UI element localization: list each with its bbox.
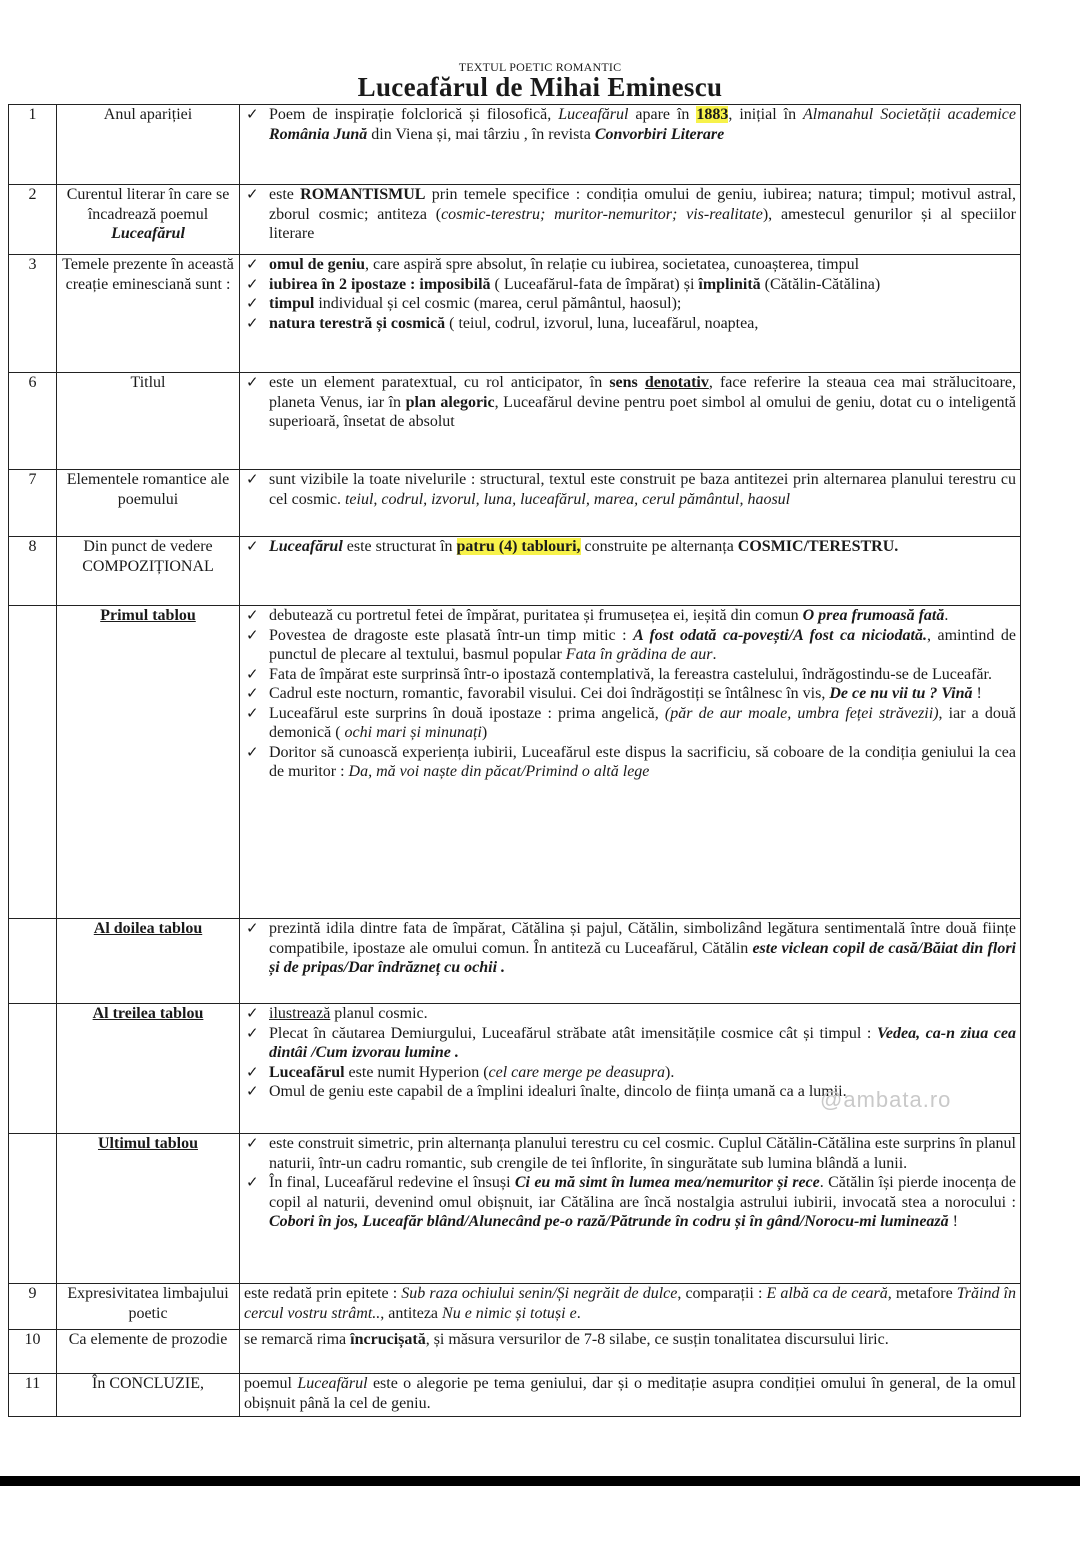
text-segment: timpul bbox=[269, 295, 315, 312]
row-content bbox=[240, 1284, 1021, 1330]
text-segment: , care aspiră spre absolut, în relație cu iubirea, societatea, cunoașterea, timpul bbox=[365, 256, 860, 273]
text-segment: Nu e nimic și totuși e bbox=[442, 1304, 577, 1322]
checkmark-icon: ✓ bbox=[246, 255, 259, 273]
text-segment: Luceafărul este surprins în două ipostaze : prima angelică, bbox=[269, 704, 665, 722]
text-segment: este redată prin epitete : bbox=[244, 1285, 402, 1302]
row-content bbox=[240, 919, 1021, 1004]
table-row bbox=[9, 537, 1021, 606]
row-number: 9 bbox=[9, 1284, 57, 1330]
section-label bbox=[57, 919, 240, 1004]
checkmark-icon: ✓ bbox=[246, 313, 259, 332]
text-segment: Cadrul este nocturn, romantic, favorabil visului. Cei doi îndrăgostiți se întâlnesc în vis, bbox=[269, 685, 830, 702]
text-segment: A fost odată ca-povești/A fost ca niciodată. bbox=[633, 626, 927, 644]
table-row bbox=[9, 470, 1021, 537]
text-segment: În final, Luceafărul redevine el însuși bbox=[269, 1174, 515, 1191]
bullet-item bbox=[244, 665, 1016, 685]
watermark: @ambata.ro bbox=[820, 1087, 952, 1112]
text-segment: patru (4) tablouri, bbox=[456, 538, 581, 555]
row-label-text: Anul apariției bbox=[103, 106, 193, 123]
text-segment: natura terestră și cosmică bbox=[269, 314, 446, 332]
checkmark-icon: ✓ bbox=[246, 625, 259, 644]
row-label bbox=[57, 537, 240, 606]
row-label-text: Din punct de vedere COMPOZIȚIONAL bbox=[82, 538, 214, 575]
bullet-item bbox=[244, 1024, 1016, 1063]
checkmark-icon: ✓ bbox=[246, 1004, 259, 1022]
text-segment: este construit simetric, prin alternanța planului terestru cu cel cosmic. Cuplul Cătălin-Cătălina este surprins în planul naturii, într-un cadru romantic, sub crengile de tei înflorite, în singurătate sub lumina blândă a lunii. bbox=[269, 1135, 1016, 1172]
text-segment: se remarcă rima bbox=[244, 1331, 351, 1348]
text-segment: ) bbox=[481, 724, 488, 741]
table-row bbox=[9, 105, 1021, 185]
text-segment: ( Luceafărul-fata de împărat) și bbox=[490, 275, 699, 293]
row-number: 3 bbox=[9, 255, 57, 373]
text-segment: este structurat în bbox=[342, 538, 457, 555]
row-label-text: Curentul literar în care se încadrează poemul bbox=[66, 186, 230, 223]
checkmark-icon: ✓ bbox=[246, 1173, 259, 1191]
table-row bbox=[9, 1004, 1021, 1134]
text-segment: Vedea, ca-n ziua cea dintâi /Cum izvorau lumine . bbox=[269, 1024, 1016, 1061]
bullet-item bbox=[244, 1004, 1016, 1024]
section-label bbox=[57, 1134, 240, 1284]
row-content bbox=[240, 255, 1021, 373]
table-row bbox=[9, 1330, 1021, 1374]
text-segment: ), amestecul genurilor și al speciilor literare bbox=[269, 205, 1017, 242]
row-label bbox=[57, 185, 240, 255]
row-label bbox=[57, 255, 240, 373]
checkmark-icon: ✓ bbox=[246, 606, 259, 624]
text-segment: ). bbox=[665, 1063, 675, 1081]
text-segment: , Luceafărul devine pentru poet simbol al omului de geniu, dotat cu o inteligentă superioară, însetat de absolut bbox=[269, 393, 1017, 430]
text-segment: Luceafărul bbox=[269, 1063, 345, 1081]
text-segment: COSMIC/TERESTRU. bbox=[737, 538, 899, 555]
text-segment: E albă ca de ceară bbox=[766, 1285, 888, 1302]
text-segment: iubirea în 2 ipostaze : imposibilă bbox=[269, 275, 491, 293]
bullet-item bbox=[244, 704, 1016, 743]
checkmark-icon: ✓ bbox=[246, 373, 259, 391]
text-segment: , comparații : bbox=[677, 1285, 767, 1302]
row-content bbox=[240, 606, 1021, 919]
text-segment: ilustrează bbox=[269, 1005, 331, 1022]
text-segment: Convorbiri Literare bbox=[594, 125, 725, 143]
table-row bbox=[9, 919, 1021, 1004]
text-segment: România Jună bbox=[269, 125, 368, 143]
row-content bbox=[240, 105, 1021, 185]
bullet-item bbox=[244, 470, 1016, 509]
text-segment: debutează cu portretul fetei de împărat, puritatea și frumusețea ei, ieșită din comun bbox=[269, 607, 803, 624]
section-label bbox=[57, 1004, 240, 1134]
text-segment: , amintind de punctul de plecare al textului, basmul popular bbox=[269, 626, 1016, 663]
text-segment: Luceafărul bbox=[269, 538, 343, 555]
text-segment: prezintă idila dintre fata de împărat, Cătălina și pajul, Cătălin, simbolizând legătura sentimentală între două ființe compatibile, ipostaze ale omului comun. În antiteză cu Luceafărul, Cătălin bbox=[269, 920, 1016, 957]
row-label-text: Ultimul tablou bbox=[97, 1135, 198, 1152]
row-number: 6 bbox=[9, 373, 57, 470]
text-segment: poemul bbox=[244, 1375, 298, 1392]
row-label-text: Temele prezente în această creație eminesciană sunt : bbox=[62, 256, 234, 293]
row-label-text: Elementele romantice ale poemului bbox=[66, 471, 230, 508]
bullet-item bbox=[244, 1374, 1016, 1413]
text-segment: , antiteza bbox=[380, 1304, 443, 1322]
row-number bbox=[9, 919, 57, 1004]
text-segment: Omul de geniu este capabil de a împlini idealuri înalte, dincolo de ființa umană ca a lumii. bbox=[269, 1083, 847, 1100]
text-segment: este numit Hyperion ( bbox=[344, 1063, 489, 1081]
row-label-text: Primul tablou bbox=[100, 607, 196, 624]
text-segment: (Cătălin-Cătălina) bbox=[760, 275, 881, 293]
text-segment: teiul, codrul, izvorul, luna, luceafărul, marea, cerul pământul, haosul bbox=[344, 490, 791, 508]
table-row bbox=[9, 606, 1021, 919]
table-row bbox=[9, 1284, 1021, 1330]
row-number: 1 bbox=[9, 105, 57, 185]
checkmark-icon: ✓ bbox=[246, 185, 259, 203]
bullet-item bbox=[244, 1330, 1016, 1350]
row-number: 11 bbox=[9, 1374, 57, 1417]
bullet-item bbox=[244, 919, 1016, 978]
table-body bbox=[9, 105, 1021, 1417]
row-content bbox=[240, 1330, 1021, 1374]
row-label-text: Titlul bbox=[130, 374, 166, 391]
text-segment: este bbox=[269, 186, 301, 203]
row-label-emphasis: Luceafărul bbox=[111, 225, 185, 242]
text-segment: Da, mă voi naște din păcat/Primind o altă lege bbox=[348, 763, 650, 780]
row-label bbox=[57, 470, 240, 537]
row-label-text: Ca elemente de prozodie bbox=[68, 1331, 228, 1348]
checkmark-icon: ✓ bbox=[246, 105, 259, 123]
row-content bbox=[240, 470, 1021, 537]
row-label bbox=[57, 1330, 240, 1374]
table-row bbox=[9, 255, 1021, 373]
bullet-item bbox=[244, 1063, 1016, 1083]
row-number bbox=[9, 1134, 57, 1284]
bullet-item bbox=[244, 1284, 1016, 1323]
row-label bbox=[57, 1374, 240, 1417]
row-number: 2 bbox=[9, 185, 57, 255]
text-segment: Sub raza ochiului senin/Și negrăit de dulce bbox=[401, 1285, 678, 1302]
bullet-item bbox=[244, 185, 1016, 244]
row-number bbox=[9, 606, 57, 919]
row-label bbox=[57, 373, 240, 470]
row-content bbox=[240, 373, 1021, 470]
row-number: 8 bbox=[9, 537, 57, 606]
checkmark-icon: ✓ bbox=[246, 703, 259, 722]
text-segment: , și măsura versurilor de 7-8 silabe, ce susțin tonalitatea discursului liric. bbox=[425, 1331, 889, 1348]
checkmark-icon: ✓ bbox=[246, 664, 259, 683]
summary-table bbox=[8, 104, 1021, 1417]
text-segment: prin temele specifice : condiția omului de geniu, iubirea; natura; timpul; motivul astral, zborul cosmic; antiteza ( bbox=[269, 186, 1017, 223]
row-label-text: Al treilea tablou bbox=[92, 1005, 204, 1022]
bullet-item bbox=[244, 314, 1016, 334]
text-segment: Fata în grădina de aur bbox=[565, 646, 713, 663]
text-segment: Luceafărul bbox=[558, 106, 629, 123]
text-segment: . bbox=[712, 646, 717, 663]
section-label bbox=[57, 606, 240, 919]
bullet-item bbox=[244, 1134, 1016, 1173]
checkmark-icon: ✓ bbox=[246, 470, 259, 488]
checkmark-icon: ✓ bbox=[246, 684, 259, 702]
text-segment: , metafore bbox=[887, 1285, 957, 1302]
text-segment: Povestea de dragoste este plasată într-un timp mitic : bbox=[269, 626, 634, 644]
row-content bbox=[240, 537, 1021, 606]
text-segment: individual și cel cosmic (marea, cerul pământul, haosul); bbox=[314, 295, 682, 312]
checkmark-icon: ✓ bbox=[246, 919, 259, 937]
bullet-item bbox=[244, 255, 1016, 275]
bullet-item bbox=[244, 373, 1016, 432]
text-segment: este un element paratextual, cu rol anticipator, în bbox=[269, 374, 610, 391]
text-segment: Doritor să cunoască experiența iubirii, Luceafărul este dispus la sacrificiu, să coboare de la condiția geniului la cea de muritor : bbox=[269, 743, 1016, 780]
table-row bbox=[9, 1374, 1021, 1417]
text-segment: 1883 bbox=[696, 106, 729, 123]
row-content bbox=[240, 185, 1021, 255]
text-segment: ! bbox=[948, 1213, 958, 1230]
text-segment: De ce nu vii tu ? Vină bbox=[829, 685, 973, 702]
bullet-item bbox=[244, 1173, 1016, 1232]
checkmark-icon: ✓ bbox=[246, 1082, 259, 1100]
checkmark-icon: ✓ bbox=[246, 294, 259, 312]
text-segment: cosmic-terestru; muritor-nemuritor; vis-realitate bbox=[441, 205, 763, 223]
bullet-item bbox=[244, 684, 1016, 704]
bullet-item bbox=[244, 606, 1016, 626]
supertitle: TEXTUL POETIC ROMANTIC bbox=[458, 60, 622, 74]
text-segment: , inițial în bbox=[728, 106, 804, 123]
row-content bbox=[240, 1134, 1021, 1284]
checkmark-icon: ✓ bbox=[246, 742, 259, 761]
table-row bbox=[9, 185, 1021, 255]
row-label-text: În CONCLUZIE, bbox=[92, 1375, 204, 1392]
text-segment: , face referire la steaua cea mai strălucitoare, planeta Venus, iar în bbox=[269, 374, 1016, 411]
text-segment: Trăind în cercul vostru strâmt.. bbox=[244, 1285, 1017, 1322]
text-segment: . Cătălin își pierde inocența de copil al naturii, devenind omul obișnuit, iar Cătălina are încă nostalgia astrului iubirii, invocată stea a norocului : bbox=[269, 1174, 1016, 1211]
text-segment: . bbox=[944, 607, 949, 624]
text-segment: apare în bbox=[628, 106, 697, 123]
text-segment: încrucișată bbox=[350, 1331, 426, 1348]
bottom-divider bbox=[0, 1476, 1080, 1486]
text-segment: Ci eu mă simt în lumea mea/nemuritor și rece bbox=[514, 1174, 820, 1191]
text-segment: omul de geniu bbox=[269, 256, 366, 273]
text-segment: denotativ bbox=[644, 374, 709, 391]
row-label bbox=[57, 105, 240, 185]
text-segment: sunt vizibile la toate nivelurile : structural, textul este construit pe baza antitezei prin alternarea planului terestru cu cel cosmic. bbox=[269, 471, 1016, 508]
text-segment: sens bbox=[609, 374, 645, 391]
row-content bbox=[240, 1374, 1021, 1417]
row-label-text: Expresivitatea limbajului poetic bbox=[67, 1285, 229, 1322]
row-label-text: Al doilea tablou bbox=[93, 920, 203, 937]
page-title: Luceafărul de Mihai Eminescu bbox=[357, 72, 723, 102]
text-segment: Plecat în căutarea Demiurgului, Luceafărul străbate atât imensitățile cosmice cât și timpul : bbox=[269, 1024, 877, 1042]
text-segment: planul cosmic. bbox=[330, 1005, 428, 1022]
text-segment: O prea frumoasă fată bbox=[802, 607, 945, 624]
checkmark-icon: ✓ bbox=[246, 1023, 259, 1042]
text-segment: , iar a două demonică ( bbox=[269, 704, 1016, 741]
text-segment: Poem de inspirație folclorică și filosofică, bbox=[269, 106, 559, 123]
checkmark-icon: ✓ bbox=[246, 274, 259, 293]
text-segment: împlinită bbox=[698, 275, 761, 293]
text-segment: este o alegorie pe tema geniului, dar și o meditație asupra condiției omului în general, de la omul obișnuit până la cel de geniu. bbox=[244, 1375, 1016, 1412]
bullet-item bbox=[244, 743, 1016, 782]
text-segment: construite pe alternanța bbox=[580, 538, 738, 555]
text-segment: ochi mari și minunați bbox=[344, 724, 482, 741]
text-segment: Almanahul Societății academice bbox=[803, 106, 1016, 123]
text-segment: (păr de aur moale, umbra feței străvezii) bbox=[664, 704, 939, 722]
bullet-item bbox=[244, 294, 1016, 314]
row-content bbox=[240, 1004, 1021, 1134]
table-row bbox=[9, 373, 1021, 470]
text-segment: este viclean copil de casă/Băiat din flori și de pripas/Dar îndrăzneț cu ochii . bbox=[269, 939, 1016, 976]
text-segment: . bbox=[576, 1304, 581, 1322]
text-segment: Fata de împărat este surprinsă într-o ipostază contemplativă, la fereastra castelului, îndrăgostindu-se de Luceafăr. bbox=[269, 665, 992, 683]
checkmark-icon: ✓ bbox=[246, 1134, 259, 1152]
text-segment: ( teiul, codrul, izvorul, luna, luceafărul, noaptea, bbox=[445, 314, 759, 332]
text-segment: ROMANTISMUL bbox=[300, 186, 426, 203]
row-number: 7 bbox=[9, 470, 57, 537]
bullet-item bbox=[244, 537, 1016, 557]
text-segment: cel care merge pe deasupra bbox=[488, 1063, 666, 1081]
checkmark-icon: ✓ bbox=[246, 537, 259, 555]
text-segment: din Viena și, mai târziu , în revista bbox=[367, 125, 595, 143]
row-number: 10 bbox=[9, 1330, 57, 1374]
text-segment: Luceafărul bbox=[297, 1375, 368, 1392]
row-number bbox=[9, 1004, 57, 1134]
checkmark-icon: ✓ bbox=[246, 1062, 259, 1081]
table-row bbox=[9, 1134, 1021, 1284]
bullet-item bbox=[244, 275, 1016, 295]
bullet-item bbox=[244, 626, 1016, 665]
text-segment: Cobori în jos, Luceafăr blând/Alunecând pe-o rază/Pătrunde în codru și în gând/Norocu-mi luminează bbox=[269, 1213, 949, 1230]
bullet-item bbox=[244, 105, 1016, 144]
text-segment: plan alegoric bbox=[405, 393, 495, 411]
text-segment: ! bbox=[972, 685, 982, 702]
row-label bbox=[57, 1284, 240, 1330]
